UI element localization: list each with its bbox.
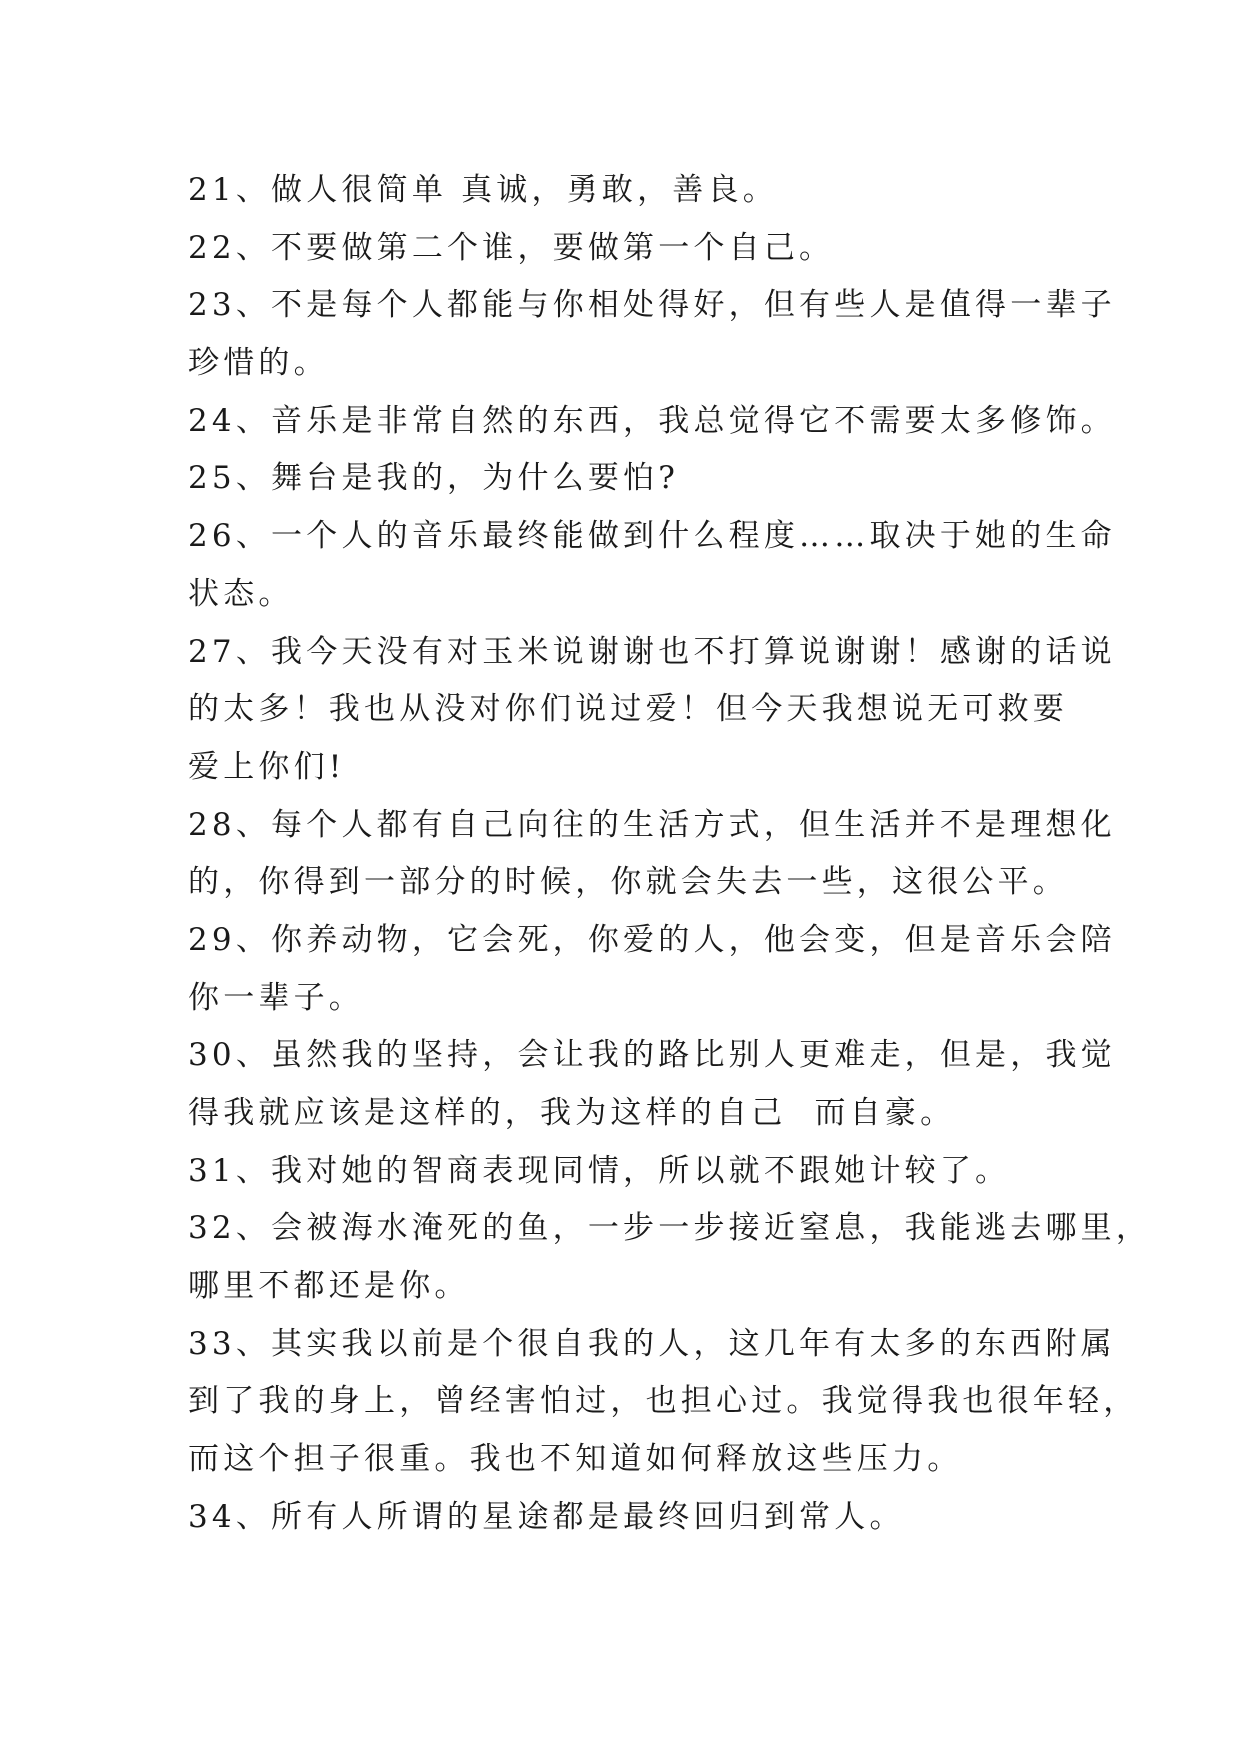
text-line: 珍惜的。 (188, 345, 329, 382)
quote-list (188, 162, 1152, 1547)
text-line: 22、不要做第二个谁，要做第一个自己。 (188, 229, 835, 266)
text-line: 你一辈子。 (188, 979, 364, 1016)
text-line: 而这个担子很重。我也不知道如何释放这些压力。 (188, 1441, 963, 1478)
text-line: 29、你养动物，它会死，你爱的人，他会变，但是音乐会陪 (188, 921, 1116, 958)
text-line: 24、音乐是非常自然的东西，我总觉得它不需要太多修饰。 (188, 402, 1116, 439)
text-line: 得我就应该是这样的，我为这样的自己 而自豪。 (188, 1095, 956, 1131)
text-line: 33、其实我以前是个很自我的人，这几年有太多的东西附属 (188, 1325, 1116, 1362)
text-line: 23、不是每个人都能与你相处得好，但有些人是值得一辈子 (188, 287, 1116, 324)
text-line: 34、所有人所谓的星途都是最终回归到常人。 (188, 1498, 905, 1535)
text-line: 25、舞台是我的，为什么要怕? (188, 460, 680, 497)
text-line: 31、我对她的智商表现同情，所以就不跟她计较了。 (188, 1152, 1011, 1189)
text-line: 的太多！我也从没对你们说过爱！但今天我想说无可救要 (188, 691, 1068, 728)
text-line: 21、做人很简单 真诚，勇敢，善良。 (188, 172, 778, 208)
text-line: 爱上你们! (188, 748, 346, 785)
text-line: 到了我的身上，曾经害怕过，也担心过。我觉得我也很年轻， (188, 1383, 1139, 1420)
text-line: 28、每个人都有自己向往的生活方式，但生活并不是理想化 (188, 806, 1116, 843)
text-line: 状态。 (188, 575, 294, 612)
text-line: 30、虽然我的坚持，会让我的路比别人更难走，但是，我觉 (188, 1037, 1116, 1074)
text-line: 哪里不都还是你。 (188, 1268, 470, 1305)
text-line: 27、我今天没有对玉米说谢谢也不打算说谢谢！感谢的话说 (188, 633, 1116, 670)
text-line: 的，你得到一部分的时候，你就会失去一些，这很公平。 (188, 864, 1068, 901)
text-line: 32、会被海水淹死的鱼，一步一步接近窒息，我能逃去哪里， (188, 1210, 1152, 1247)
text-line: 26、一个人的音乐最终能做到什么程度……取决于她的生命 (188, 518, 1116, 555)
